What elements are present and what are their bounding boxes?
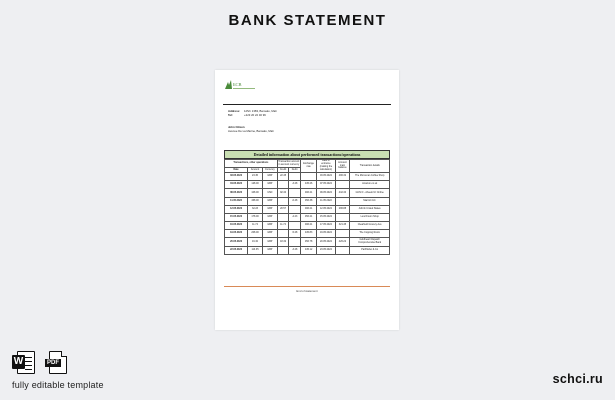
header-currency: Currency [262, 168, 277, 173]
header-amount: Amount [248, 168, 263, 173]
cell-balance [335, 213, 350, 221]
table-row [225, 205, 390, 213]
address-value: 125/n 1383, Bamako, Mali [244, 109, 277, 113]
table-row [225, 189, 390, 197]
cell-date: 12.05.2022 [225, 205, 248, 213]
cell-entered: 23.05.2022 [317, 246, 335, 254]
cell-debit [289, 238, 301, 246]
recipient-name: John Citizen [228, 125, 245, 129]
pdf-file-icon [45, 351, 69, 374]
table-row [225, 181, 390, 189]
cell-entered: 09.05.2022 [317, 189, 335, 197]
bank-logo [223, 79, 263, 91]
cell-amount: 11.74 [248, 222, 263, 230]
cell-amount: 178.00 [248, 213, 263, 221]
cell-exchange: 456.38 [300, 197, 317, 205]
tel-value: +223 20 22 46 96 [244, 112, 266, 117]
cell-debit: -3.28 [289, 181, 301, 189]
cell-details: Amazon.co.uk [350, 181, 390, 189]
cell-credit [277, 230, 289, 238]
cell-debit: -4.23 [289, 213, 301, 221]
cell-balance [335, 197, 350, 205]
cell-balance: 426.22 [335, 238, 350, 246]
cell-exchange: 456.21 [300, 213, 317, 221]
cell-amount: 208.00 [248, 230, 263, 238]
table-row [225, 213, 390, 221]
cell-details: Pathfinder & Co [350, 246, 390, 254]
footer-divider [224, 286, 390, 287]
cell-date: 03.05.2022 [225, 172, 248, 180]
cell-entered: 11.05.2022 [317, 197, 335, 205]
table-row [225, 197, 390, 205]
cell-entered: 15.05.2022 [317, 213, 335, 221]
header-balance: Account main balance [335, 160, 350, 173]
cell-amount: 108.00 [248, 189, 263, 197]
cell-currency: GBP [262, 222, 277, 230]
cell-entered: 20.05.2022 [317, 238, 335, 246]
cell-debit [289, 189, 301, 197]
recipient-address: Avenue De La Marine, Bamako, Mali [228, 128, 274, 133]
cell-currency: GBP [262, 197, 277, 205]
transactions-table [224, 150, 390, 255]
header-date-entered: Date of entrance (making the calculation) [317, 160, 335, 173]
cell-details: Marriott Intl. [350, 197, 390, 205]
cell-date: 19.05.2022 [225, 230, 248, 238]
cell-debit [289, 205, 301, 213]
header-credit: Credit [277, 168, 289, 173]
pdf-badge: PDF [47, 360, 59, 366]
table-row [225, 172, 390, 180]
cell-exchange: 445.12 [300, 246, 317, 254]
cell-date: 08.05.2022 [225, 189, 248, 197]
cell-date: 16.05.2022 [225, 222, 248, 230]
cell-date: 11.05.2022 [225, 197, 248, 205]
cell-balance [335, 246, 350, 254]
cell-balance: 496.32 [335, 172, 350, 180]
cell-currency: GBP [262, 181, 277, 189]
table-row [225, 230, 390, 238]
cell-amount: 113.35 [248, 246, 263, 254]
cell-credit [277, 197, 289, 205]
table-row [225, 222, 390, 230]
cell-debit [289, 222, 301, 230]
cell-exchange: 456.78 [300, 238, 317, 246]
recipient-block [228, 126, 274, 133]
header-debit: Debit [289, 168, 301, 173]
cell-credit [277, 181, 289, 189]
cell-details: Lunchroom Shop [350, 213, 390, 221]
cell-credit [277, 246, 289, 254]
cell-amount: 23.45 [248, 172, 263, 180]
cell-amount: 468.00 [248, 197, 263, 205]
table-title: Detailed information about performed transactions/operations [224, 150, 390, 159]
format-icons [12, 351, 69, 374]
word-file-icon [12, 351, 36, 374]
header-transaction-amount: Transaction amount in account currency [278, 159, 300, 166]
cell-credit: 22.45 [277, 172, 289, 180]
word-badge: W [13, 356, 24, 367]
logo-text: БСВ [233, 82, 242, 87]
cell-currency: GBP [262, 172, 277, 180]
cell-exchange [300, 172, 317, 180]
cell-entered: 19.05.2022 [317, 230, 335, 238]
header-date: Date [225, 168, 248, 173]
cell-currency: GBP [262, 238, 277, 246]
site-watermark: schci.ru [552, 372, 603, 386]
cell-currency: GBP [262, 246, 277, 254]
page-heading: BANK STATEMENT [228, 12, 387, 29]
header-details: Transaction details [350, 160, 390, 173]
cell-balance [335, 230, 350, 238]
cell-date: 15.05.2022 [225, 213, 248, 221]
table-row [225, 238, 390, 246]
cell-credit: 18.32 [277, 238, 289, 246]
cell-date: 04.05.2022 [225, 181, 248, 189]
statement-footer: End of statement [296, 289, 318, 293]
template-caption: fully editable template [12, 380, 104, 390]
cell-balance: 321.45 [335, 222, 350, 230]
statement-document [215, 70, 399, 330]
cell-credit: 20.57 [277, 205, 289, 213]
cell-currency: GBP [262, 205, 277, 213]
cell-exchange: 496.21 [300, 205, 317, 213]
cell-debit: -5.28 [289, 230, 301, 238]
cell-details: The Moroccan Coffee Shop [350, 172, 390, 180]
cell-debit [289, 172, 301, 180]
cell-date: 22.05.2022 [225, 246, 248, 254]
cell-debit: -6.48 [289, 197, 301, 205]
cell-credit: 92.34 [277, 189, 289, 197]
cell-amount: 32.23 [248, 205, 263, 213]
header-divider [223, 104, 391, 105]
cell-exchange: 445.26 [300, 181, 317, 189]
cell-amount: 16.32 [248, 238, 263, 246]
header-exchange-rate: Exchange rate [300, 160, 317, 173]
cell-currency: GBP [262, 230, 277, 238]
cell-debit: -3.28 [289, 246, 301, 254]
cell-details: GCN D - Abuelo M. Online [350, 189, 390, 197]
cell-entered: 12.05.2022 [317, 205, 335, 213]
cell-currency: GBP [262, 213, 277, 221]
cell-credit: 11.74 [277, 222, 289, 230]
cell-balance [335, 181, 350, 189]
cell-balance: 296.88 [335, 205, 350, 213]
cell-details: Airbnb United States [350, 205, 390, 213]
tel-label: Tel: [228, 112, 233, 117]
cell-details: The Copping Room [350, 230, 390, 238]
cell-entered: 07.05.2022 [317, 181, 335, 189]
header-transactions-group: Transactions, other operations [225, 160, 278, 168]
table-row [225, 246, 390, 254]
address-label: Address: [228, 109, 241, 113]
cell-balance: 442.34 [335, 189, 350, 197]
bank-address [228, 110, 277, 117]
cell-entered: 17.05.2022 [317, 222, 335, 230]
cell-exchange: 496.21 [300, 189, 317, 197]
cell-exchange: 445.83 [300, 230, 317, 238]
cell-currency: USD [262, 189, 277, 197]
cell-date: 20.05.2022 [225, 238, 248, 246]
cell-credit [277, 213, 289, 221]
cell-amount: 128.00 [248, 181, 263, 189]
cell-details: Goldheart Dispatch Comprehensive Bank [350, 238, 390, 246]
cell-exchange: 496.21 [300, 222, 317, 230]
cell-details: Clearfield Grocery Ave [350, 222, 390, 230]
cell-entered: 03.05.2022 [317, 172, 335, 180]
